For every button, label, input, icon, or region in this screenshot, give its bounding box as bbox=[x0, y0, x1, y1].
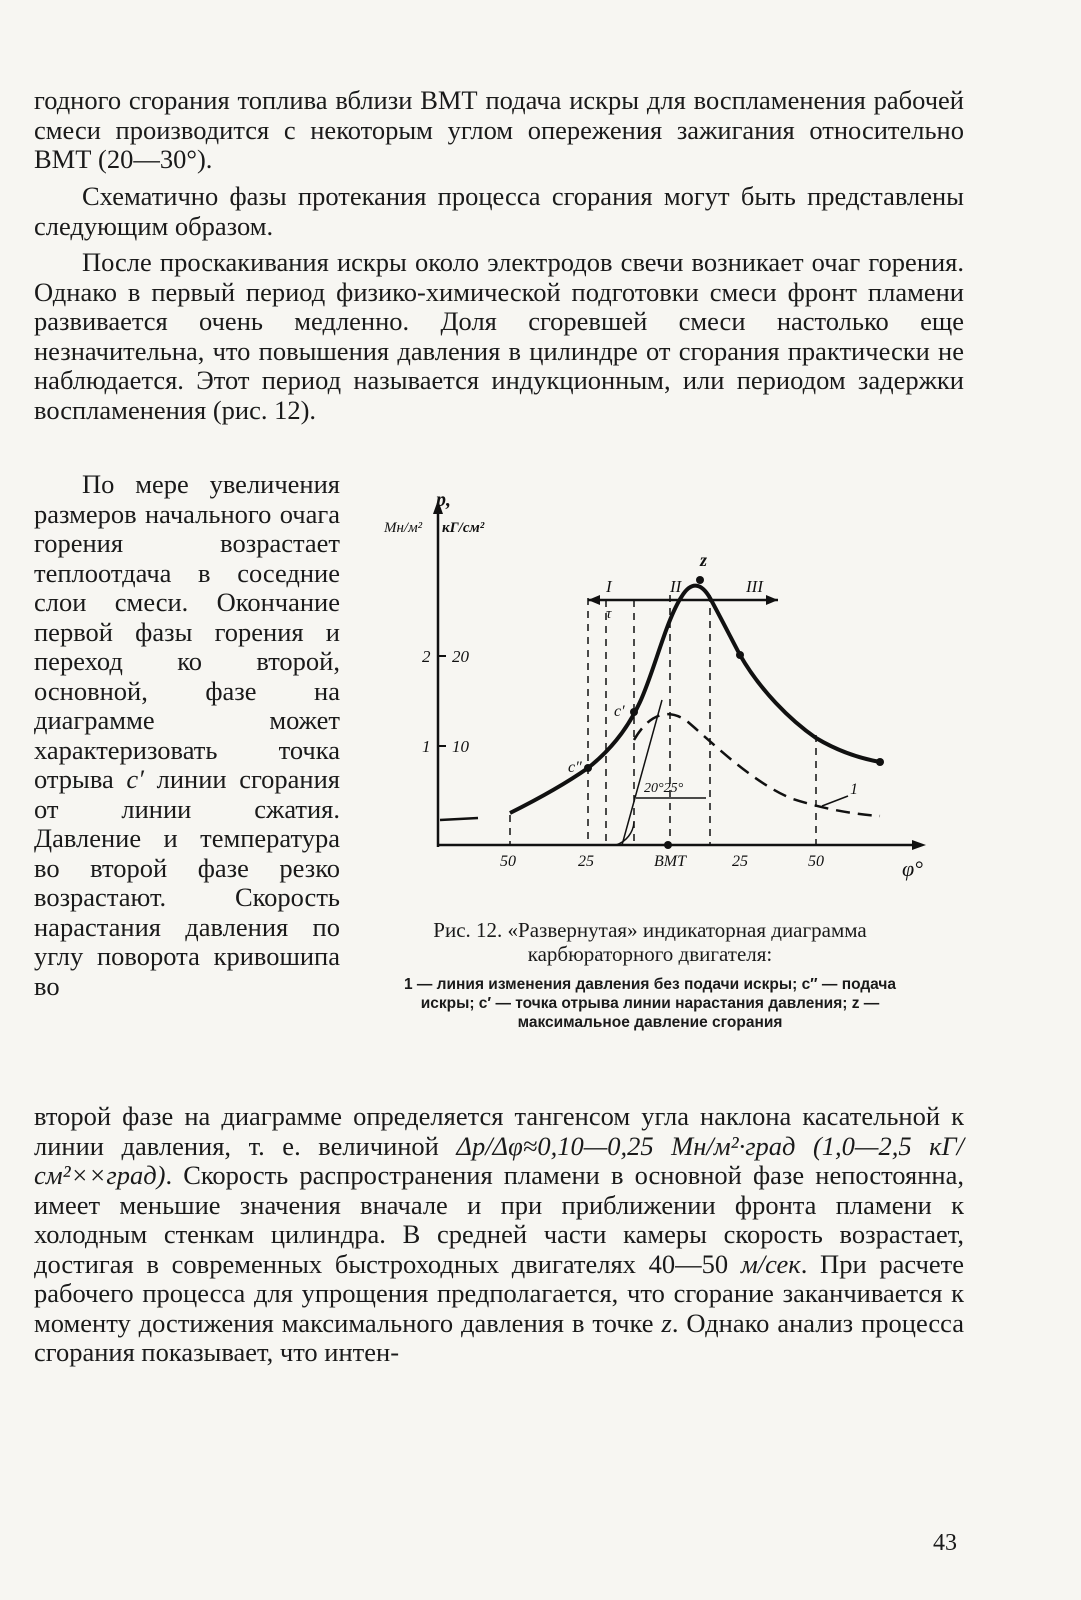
page-number: 43 bbox=[933, 1530, 957, 1556]
paragraph-2 bbox=[34, 182, 964, 241]
phase-bar-arrow bbox=[588, 595, 600, 605]
x-tick-25-left: 25 bbox=[578, 853, 594, 870]
angle-label: 20°25° bbox=[644, 781, 684, 796]
indicator-diagram-svg bbox=[370, 480, 970, 910]
caption-legend-text: 1 — линия изменения давления без подачи искры; c″ — подача искры; c′ — точка отрыва линии нарастания давления; z — максимальное давление сгорания bbox=[403, 976, 897, 1031]
paragraph-2-text: Схематично фазы протекания процесса сгорания могут быть представлены следующим образом. bbox=[34, 181, 964, 241]
y-tick-mn-2: 2 bbox=[422, 647, 431, 666]
point-c-double-prime bbox=[584, 764, 592, 772]
figure-caption-legend bbox=[402, 975, 898, 1032]
paragraph-5 bbox=[34, 1102, 964, 1368]
paragraph-4-text-b: линии сгорания от линии сжатия. Давление и температура во второй фазе резко возрастают. Скорость нарастания давления по углу поворота кривошипа во bbox=[34, 764, 340, 1001]
paragraph-5-text-b: . Скорость распространения пламени в основной фазе непостоянна, имеет меньшие значения вначале и при приближении фронта пламени к холодным стенкам цилиндра. В средней части камеры скорость возрастает, достигая в современных быстроходных двигателях 40—50 bbox=[34, 1160, 964, 1279]
paragraph-1-text: годного сгорания топлива вблизи ВМТ подача искры для воспламенения рабочей смеси производится с некоторым углом опережения зажигания относительно ВМТ (20—30°). bbox=[34, 85, 964, 174]
figure-caption-title bbox=[402, 918, 898, 966]
pressure-rate-formula: Δp/Δφ≈0,10—0,25 Мн/м²·град (1,0—2,5 кГ/см²××град) bbox=[34, 1130, 964, 1190]
bmt-marker bbox=[664, 841, 672, 849]
label-c-prime: c′ bbox=[614, 703, 625, 720]
phase-label-i: I bbox=[606, 577, 612, 596]
combustion-curve bbox=[510, 586, 880, 813]
paragraph-3-text: После проскакивания искры около электродов свечи возникает очаг горения. Однако в первый период физико-химической подготовки смеси фронт пламени развивается очень медленно. Доля сгоревшей смеси настолько еще незначительна, что повышения давления в цилиндре от сгорания практически не наблюдается. Этот период называется индукционным, или периодом задержки воспламенения (рис. 12). bbox=[34, 247, 964, 425]
y-tick-kg-20: 20 bbox=[452, 647, 469, 666]
paragraph-4-text-a: По мере увеличения размеров начального очага горения возрастает теплоотдача в соседние слои смеси. Окончание первой фазы горения и переход ко второй, основной, фазе на диаграмме может характеризовать точка отрыва bbox=[34, 469, 340, 794]
y-unit-kg: кГ/см² bbox=[442, 520, 485, 536]
phase-label-ii: II bbox=[670, 577, 682, 596]
x-tick-50-left: 50 bbox=[500, 853, 516, 870]
y-tick-kg-10: 10 bbox=[452, 737, 469, 756]
x-tick-bmt: ВМТ bbox=[654, 853, 686, 870]
x-tick-25-right: 25 bbox=[732, 853, 748, 870]
y-axis-symbol: p, bbox=[436, 489, 451, 511]
point-z-inline: z bbox=[661, 1307, 672, 1338]
paragraph-5-text-a: второй фазе на диаграмме определяется тангенсом угла наклона касательной к линии давления, т. е. величиной bbox=[34, 1101, 964, 1161]
y-unit-mn: Мн/м² bbox=[384, 520, 423, 536]
y-tick-mn-1: 1 bbox=[422, 737, 431, 756]
curve-1-leader bbox=[822, 796, 848, 806]
paragraph-3 bbox=[34, 248, 964, 425]
phase-bar-arrow-right bbox=[766, 595, 778, 605]
paragraph-5-text-d: . Однако анализ процесса сгорания показывает, что интен- bbox=[34, 1307, 964, 1367]
tau-label: τ bbox=[606, 606, 612, 622]
curve-1-label: 1 bbox=[850, 781, 858, 798]
speed-unit: м/сек bbox=[740, 1248, 801, 1279]
paragraph-5-text-c: . При расчете рабочего процесса для упрощения предполагается, что сгорание заканчивается к моменту достижения максимального давления в точке bbox=[34, 1248, 965, 1338]
phase-division-lines bbox=[510, 595, 816, 845]
figure-12-diagram bbox=[370, 480, 970, 910]
x-tick-50-right: 50 bbox=[808, 853, 824, 870]
point-expansion bbox=[736, 651, 744, 659]
curve-no-spark bbox=[634, 714, 880, 816]
baseline-stub bbox=[440, 818, 478, 820]
paragraph-4-column bbox=[34, 470, 340, 1001]
paragraph-1 bbox=[34, 86, 964, 175]
label-z: z bbox=[700, 550, 708, 570]
point-z bbox=[696, 576, 704, 584]
x-axis-symbol: φ° bbox=[902, 856, 923, 881]
phase-label-iii: III bbox=[746, 577, 763, 596]
label-c-double-prime: c″ bbox=[568, 759, 582, 776]
x-axis-arrow bbox=[912, 840, 926, 850]
caption-title-text: Рис. 12. «Развернутая» индикаторная диаграмма карбюраторного двигателя: bbox=[433, 918, 867, 966]
curve-end-point bbox=[876, 758, 884, 766]
point-c-prime-inline: c′ bbox=[126, 764, 144, 794]
point-c-prime bbox=[630, 708, 638, 716]
